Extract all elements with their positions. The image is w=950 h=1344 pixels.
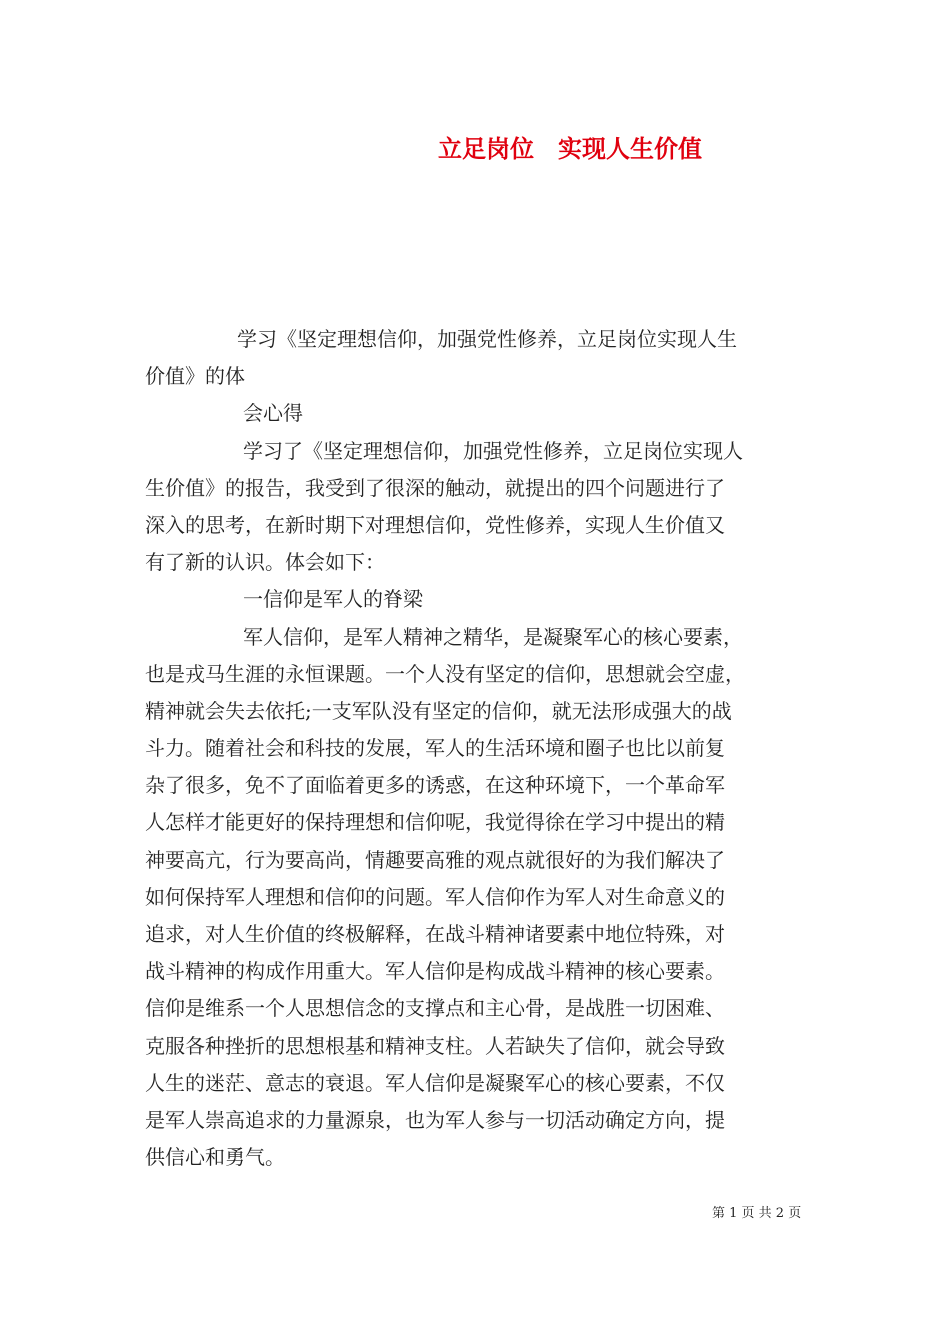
text-line: 人生的迷茫、意志的衰退。军人信仰是凝聚军心的核心要素，不仅 <box>145 1070 725 1095</box>
text-line: 学习《坚定理想信仰，加强党性修养，立足岗位实现人生 <box>237 327 737 351</box>
text-line: 信仰是维系一个人思想信念的支撑点和主心骨，是战胜一切困难、 <box>145 996 725 1021</box>
text-line: 神要高亢，行为要高尚，情趣要高雅的观点就很好的为我们解决了 <box>145 847 725 872</box>
document-body <box>145 321 810 1176</box>
text-line: 克服各种挫折的思想根基和精神支柱。人若缺失了信仰，就会导致 <box>145 1033 725 1058</box>
page-title: 立足岗位 实现人生价值 <box>438 134 702 163</box>
text-line: 是军人崇高追求的力量源泉，也为军人参与一切活动确定方向，提 <box>145 1107 725 1132</box>
text-line: 一信仰是军人的脊梁 <box>243 587 423 612</box>
text-line: 人怎样才能更好的保持理想和信仰呢，我觉得徐在学习中提出的精 <box>145 810 725 835</box>
text-line: 也是戎马生涯的永恒课题。一个人没有坚定的信仰，思想就会空虚， <box>145 661 745 686</box>
text-line: 有了新的认识。体会如下： <box>145 550 385 575</box>
text-line: 生价值》的报告，我受到了很深的触动，就提出的四个问题进行了 <box>145 475 725 500</box>
text-line: 会心得 <box>243 401 303 426</box>
text-line: 价值》的体 <box>145 364 245 389</box>
text-line: 学习了《坚定理想信仰，加强党性修养，立足岗位实现人 <box>243 438 743 463</box>
text-line: 深入的思考，在新时期下对理想信仰，党性修养，实现人生价值又 <box>145 512 725 537</box>
text-line: 军人信仰，是军人精神之精华，是凝聚军心的核心要素， <box>243 624 743 649</box>
text-line: 追求，对人生价值的终极解释，在战斗精神诸要素中地位特殊，对 <box>145 922 725 946</box>
text-line: 战斗精神的构成作用重大。军人信仰是构成战斗精神的核心要素。 <box>145 959 725 984</box>
text-line: 杂了很多，免不了面临着更多的诱惑，在这种环境下，一个革命军 <box>145 773 725 798</box>
text-line: 精神就会失去依托;一支军队没有坚定的信仰，就无法形成强大的战 <box>145 698 732 723</box>
text-line: 斗力。随着社会和科技的发展，军人的生活环境和圈子也比以前复 <box>145 736 725 761</box>
page-footer: 第 1 页 共 2 页 <box>712 1206 802 1221</box>
text-line: 如何保持军人理想和信仰的问题。军人信仰作为军人对生命意义的 <box>145 884 725 909</box>
text-line: 供信心和勇气。 <box>145 1145 285 1170</box>
